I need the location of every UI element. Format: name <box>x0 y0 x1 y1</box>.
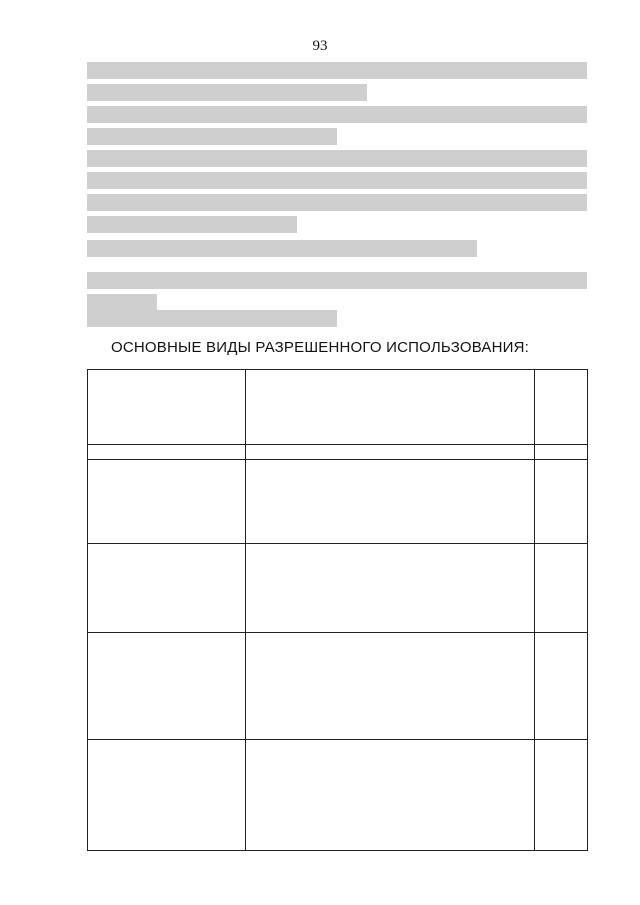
column-divider <box>534 370 535 850</box>
text-line <box>87 294 157 311</box>
column-divider <box>245 370 246 850</box>
row-divider <box>88 739 587 740</box>
list-heading: ОСНОВНЫЕ ВИДЫ РАЗРЕШЕННОГО ИСПОЛЬЗОВАНИЯ: <box>110 339 530 356</box>
page-number: 93 <box>312 38 328 54</box>
text-line <box>87 62 587 79</box>
text-line <box>87 240 477 257</box>
text-line <box>87 106 587 123</box>
text-line <box>87 150 587 167</box>
row-divider <box>88 444 587 445</box>
text-line <box>87 216 297 233</box>
row-divider <box>88 459 587 460</box>
text-line <box>87 310 337 327</box>
text-line <box>87 84 367 101</box>
text-line <box>87 194 587 211</box>
text-line <box>87 172 587 189</box>
row-divider <box>88 543 587 544</box>
data-table <box>87 369 588 851</box>
row-divider <box>88 632 587 633</box>
text-line <box>87 128 337 145</box>
text-line <box>87 272 587 289</box>
